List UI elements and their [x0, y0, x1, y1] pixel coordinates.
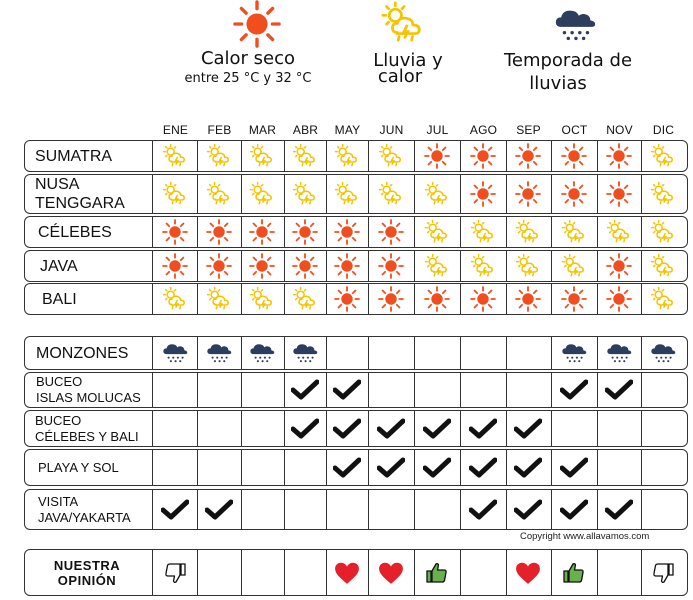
month-jul: JUL	[426, 123, 449, 137]
grid-line	[368, 450, 369, 485]
grid-line	[414, 411, 415, 446]
grid-line	[152, 141, 153, 171]
sun-rain-icon	[380, 0, 426, 50]
check-icon	[560, 379, 588, 405]
sun-icon	[162, 219, 188, 249]
sun-icon	[233, 0, 281, 52]
grid-line	[551, 217, 552, 247]
grid-line	[326, 175, 327, 213]
check-icon	[205, 499, 233, 525]
grid-line	[197, 490, 198, 529]
grid-line	[641, 550, 642, 595]
grid-line	[152, 450, 153, 485]
grid-line	[284, 175, 285, 213]
sun-rain-icon	[424, 181, 450, 211]
sun-rain-icon	[292, 286, 318, 316]
grid-line	[641, 337, 642, 369]
grid-line	[551, 175, 552, 213]
grid-line	[641, 251, 642, 281]
month-ago: AGO	[469, 123, 498, 137]
check-icon	[423, 418, 451, 444]
month-mar: MAR	[248, 123, 277, 137]
check-icon	[560, 457, 588, 483]
sun-rain-icon	[206, 286, 232, 316]
grid-line	[326, 217, 327, 247]
grid-line	[414, 175, 415, 213]
check-icon	[514, 418, 542, 444]
grid-line	[152, 373, 153, 407]
row-label: NUESTRA	[53, 557, 121, 573]
grid-line	[551, 411, 552, 446]
grid-line	[152, 175, 153, 213]
grid-line	[241, 337, 242, 369]
row-label: PLAYA Y SOL	[38, 459, 119, 475]
sun-icon	[515, 143, 541, 173]
sun-icon	[515, 181, 541, 211]
legend-title-calor-seco: Calor seco	[200, 48, 296, 69]
grid-line	[326, 550, 327, 595]
grid-line	[241, 373, 242, 407]
grid-line	[152, 550, 153, 595]
check-icon	[469, 418, 497, 444]
rain-cloud-icon	[605, 339, 633, 371]
rain-cloud-icon	[205, 339, 233, 371]
grid-line	[460, 490, 461, 529]
sun-rain-icon	[650, 253, 676, 283]
legend-title-temporada-line2: lluvias	[529, 73, 587, 94]
grid-line	[414, 337, 415, 369]
sun-icon	[249, 219, 275, 249]
sun-rain-icon	[470, 253, 496, 283]
sun-rain-icon	[334, 143, 360, 173]
sun-rain-icon	[162, 286, 188, 316]
sun-rain-icon	[515, 253, 541, 283]
grid-line	[506, 337, 507, 369]
thumb-down-icon	[163, 561, 187, 589]
sun-icon	[606, 181, 632, 211]
heart-icon	[515, 561, 541, 589]
thumb-up-icon	[562, 561, 586, 589]
grid-line	[641, 490, 642, 529]
grid-line	[551, 550, 552, 595]
sun-icon	[515, 286, 541, 316]
grid-line	[641, 411, 642, 446]
grid-line	[597, 337, 598, 369]
sun-rain-icon	[650, 181, 676, 211]
check-icon	[514, 499, 542, 525]
grid-line	[460, 550, 461, 595]
sun-rain-icon	[292, 181, 318, 211]
sun-rain-icon	[162, 143, 188, 173]
sun-icon	[470, 143, 496, 173]
grid-line	[241, 251, 242, 281]
sun-icon	[606, 143, 632, 173]
grid-line	[414, 251, 415, 281]
month-may: MAY	[334, 123, 361, 137]
grid-line	[152, 337, 153, 369]
grid-line	[506, 490, 507, 529]
sun-rain-icon	[561, 219, 587, 249]
grid-line	[197, 141, 198, 171]
grid-line	[641, 141, 642, 171]
grid-line	[460, 373, 461, 407]
grid-line	[460, 217, 461, 247]
grid-line	[641, 175, 642, 213]
legend-title-lluvia-line1: Lluvia y	[373, 50, 443, 71]
rain-cloud-icon	[552, 2, 598, 52]
month-sep: SEP	[516, 123, 541, 137]
grid-line	[197, 337, 198, 369]
grid-line	[414, 373, 415, 407]
grid-line	[460, 175, 461, 213]
grid-line	[197, 450, 198, 485]
grid-line	[284, 217, 285, 247]
thumb-down-icon	[651, 561, 675, 589]
grid-line	[597, 411, 598, 446]
sun-icon	[606, 253, 632, 283]
heart-icon	[334, 561, 360, 589]
grid-line	[597, 251, 598, 281]
sun-icon	[561, 143, 587, 173]
grid-line	[197, 251, 198, 281]
grid-line	[506, 550, 507, 595]
month-oct: OCT	[561, 123, 588, 137]
grid-line	[197, 373, 198, 407]
grid-line	[284, 450, 285, 485]
sun-rain-icon	[424, 219, 450, 249]
grid-line	[597, 141, 598, 171]
grid-line	[414, 450, 415, 485]
grid-line	[197, 284, 198, 314]
sun-icon	[249, 253, 275, 283]
grid-line	[551, 284, 552, 314]
check-icon	[377, 418, 405, 444]
grid-line	[460, 141, 461, 171]
grid-line	[414, 217, 415, 247]
sun-rain-icon	[470, 219, 496, 249]
grid-line	[460, 337, 461, 369]
grid-line	[241, 490, 242, 529]
grid-line	[284, 411, 285, 446]
grid-line	[326, 251, 327, 281]
sun-rain-icon	[292, 143, 318, 173]
grid-line	[551, 450, 552, 485]
rain-cloud-icon	[161, 339, 189, 371]
row-label: JAVA/YAKARTA	[38, 509, 131, 525]
grid-line	[414, 490, 415, 529]
row-label: ISLAS MOLUCAS	[36, 390, 141, 405]
sun-icon	[334, 286, 360, 316]
sun-icon	[378, 253, 404, 283]
sun-rain-icon	[424, 253, 450, 283]
check-icon	[605, 499, 633, 525]
row-label: TENGGARA	[35, 195, 125, 212]
grid-line	[326, 411, 327, 446]
grid-line	[597, 450, 598, 485]
grid-line	[506, 450, 507, 485]
grid-line	[597, 490, 598, 529]
thumb-up-icon	[425, 561, 449, 589]
grid-line	[597, 284, 598, 314]
sun-icon	[424, 286, 450, 316]
grid-line	[506, 217, 507, 247]
sun-icon	[561, 181, 587, 211]
grid-line	[551, 490, 552, 529]
month-abr: ABR	[292, 123, 319, 137]
legend-subtitle-calor-seco: entre 25 °C y 32 °C	[184, 71, 312, 86]
grid-line	[641, 284, 642, 314]
grid-line	[241, 550, 242, 595]
grid-line	[284, 373, 285, 407]
grid-line	[326, 337, 327, 369]
grid-line	[197, 175, 198, 213]
grid-line	[284, 337, 285, 369]
grid-line	[551, 251, 552, 281]
rain-cloud-icon	[560, 339, 588, 371]
row-label: NUSA	[35, 176, 80, 193]
rain-cloud-icon	[291, 339, 319, 371]
grid-line	[197, 217, 198, 247]
row-label: BALI	[42, 290, 77, 308]
sun-rain-icon	[650, 219, 676, 249]
check-icon	[377, 457, 405, 483]
grid-line	[197, 550, 198, 595]
grid-line	[368, 550, 369, 595]
month-feb: FEB	[207, 123, 232, 137]
grid-line	[326, 450, 327, 485]
row-label: JAVA	[40, 257, 78, 275]
grid-line	[284, 550, 285, 595]
check-icon	[560, 499, 588, 525]
grid-line	[326, 141, 327, 171]
grid-line	[460, 411, 461, 446]
grid-line	[241, 284, 242, 314]
check-icon	[291, 418, 319, 444]
copyright: Copyright www.allavamos.com	[520, 531, 650, 542]
sun-icon	[334, 253, 360, 283]
grid-line	[152, 411, 153, 446]
grid-line	[284, 284, 285, 314]
check-icon	[291, 379, 319, 405]
grid-line	[414, 284, 415, 314]
grid-line	[460, 450, 461, 485]
legend-title-temporada-line1: Temporada de	[503, 50, 633, 71]
grid-line	[197, 411, 198, 446]
row-label: OPINIÓN	[57, 572, 117, 588]
sun-rain-icon	[378, 181, 404, 211]
rain-cloud-icon	[248, 339, 276, 371]
sun-rain-icon	[206, 143, 232, 173]
sun-icon	[470, 286, 496, 316]
sun-rain-icon	[606, 219, 632, 249]
grid-line	[597, 175, 598, 213]
row-label: CÉLEBES	[38, 223, 112, 241]
grid-line	[506, 284, 507, 314]
grid-line	[152, 217, 153, 247]
month-nov: NOV	[606, 123, 633, 137]
grid-line	[506, 175, 507, 213]
sun-rain-icon	[162, 181, 188, 211]
grid-line	[597, 217, 598, 247]
sun-rain-icon	[561, 253, 587, 283]
sun-rain-icon	[249, 181, 275, 211]
sun-icon	[292, 219, 318, 249]
check-icon	[514, 457, 542, 483]
sun-icon	[378, 286, 404, 316]
grid-line	[326, 284, 327, 314]
grid-line	[368, 141, 369, 171]
check-icon	[333, 457, 361, 483]
check-icon	[333, 418, 361, 444]
grid-line	[284, 251, 285, 281]
grid-line	[152, 251, 153, 281]
grid-line	[506, 141, 507, 171]
row-label: SUMATRA	[35, 147, 113, 165]
grid-line	[641, 217, 642, 247]
grid-line	[152, 490, 153, 529]
check-icon	[469, 457, 497, 483]
grid-line	[284, 141, 285, 171]
check-icon	[423, 457, 451, 483]
grid-line	[241, 411, 242, 446]
grid-line	[326, 490, 327, 529]
heart-icon	[378, 561, 404, 589]
grid-line	[241, 141, 242, 171]
grid-line	[326, 373, 327, 407]
sun-icon	[378, 219, 404, 249]
grid-line	[368, 337, 369, 369]
sun-rain-icon	[650, 143, 676, 173]
grid-line	[368, 490, 369, 529]
grid-line	[460, 251, 461, 281]
row-label: BUCEO	[36, 374, 83, 389]
grid-line	[152, 284, 153, 314]
check-icon	[469, 499, 497, 525]
grid-line	[506, 251, 507, 281]
grid-line	[551, 141, 552, 171]
sun-icon	[424, 143, 450, 173]
grid-line	[414, 141, 415, 171]
month-jun: JUN	[379, 123, 404, 137]
month-dic: DIC	[652, 123, 675, 137]
grid-line	[641, 450, 642, 485]
month-ene: ENE	[162, 123, 189, 137]
grid-line	[241, 450, 242, 485]
legend-title-lluvia-line2: calor	[377, 66, 423, 87]
grid-line	[241, 217, 242, 247]
grid-line	[597, 550, 598, 595]
grid-line	[551, 373, 552, 407]
sun-rain-icon	[249, 286, 275, 316]
sun-icon	[606, 286, 632, 316]
row-label: MONZONES	[36, 344, 129, 362]
sun-icon	[470, 181, 496, 211]
check-icon	[161, 499, 189, 525]
grid-line	[284, 490, 285, 529]
grid-line	[368, 175, 369, 213]
check-icon	[605, 379, 633, 405]
sun-rain-icon	[650, 286, 676, 316]
sun-icon	[292, 253, 318, 283]
grid-line	[597, 373, 598, 407]
row-label: VISITA	[38, 493, 79, 509]
sun-icon	[561, 286, 587, 316]
grid-line	[368, 373, 369, 407]
grid-line	[506, 411, 507, 446]
sun-icon	[206, 219, 232, 249]
grid-line	[241, 175, 242, 213]
sun-rain-icon	[515, 219, 541, 249]
grid-line	[368, 217, 369, 247]
grid-line	[414, 550, 415, 595]
grid-line	[460, 284, 461, 314]
check-icon	[333, 379, 361, 405]
grid-line	[368, 251, 369, 281]
sun-rain-icon	[249, 143, 275, 173]
row-label: BUCEO	[35, 412, 82, 428]
sun-icon	[334, 219, 360, 249]
sun-rain-icon	[334, 181, 360, 211]
sun-icon	[206, 253, 232, 283]
sun-rain-icon	[378, 143, 404, 173]
grid-line	[506, 373, 507, 407]
row-label: CÉLEBES Y BALI	[35, 428, 139, 444]
sun-icon	[162, 253, 188, 283]
grid-line	[368, 284, 369, 314]
grid-line	[368, 411, 369, 446]
grid-line	[641, 373, 642, 407]
rain-cloud-icon	[649, 339, 677, 371]
sun-rain-icon	[206, 181, 232, 211]
grid-line	[551, 337, 552, 369]
